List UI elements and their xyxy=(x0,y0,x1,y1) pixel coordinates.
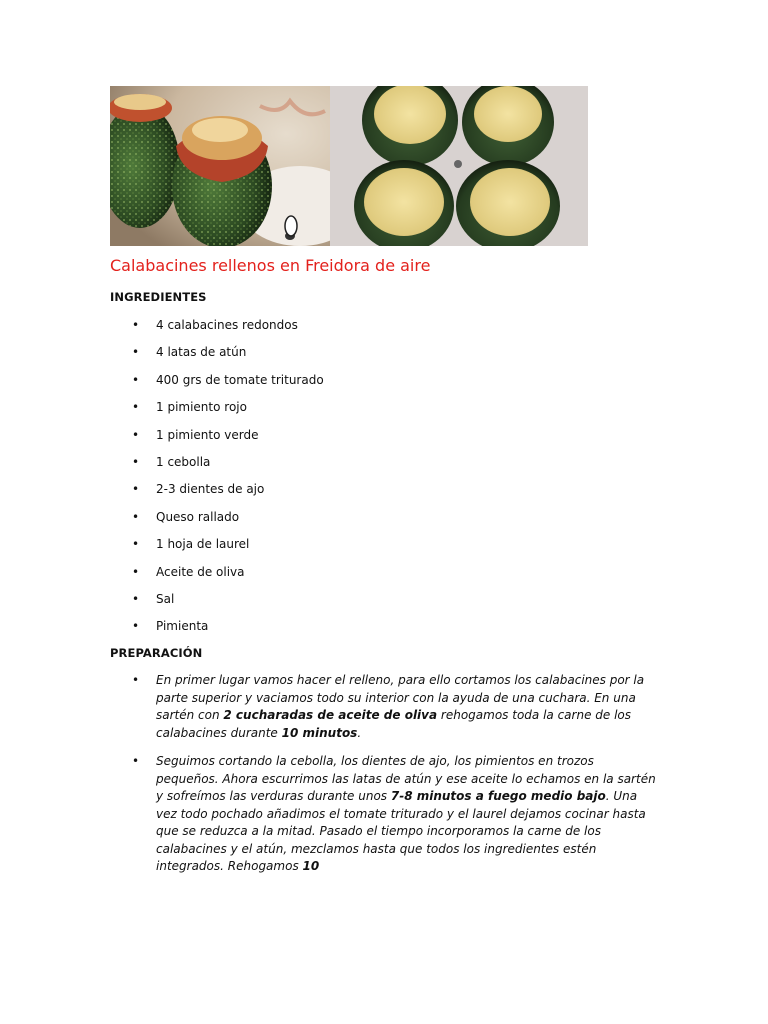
bullet-icon: • xyxy=(132,400,140,415)
bullet-icon: • xyxy=(132,454,140,469)
recipe-image xyxy=(110,86,588,246)
ingredient-text: Sal xyxy=(156,591,175,606)
bullet-icon: • xyxy=(132,591,140,606)
preparation-step xyxy=(110,753,658,876)
step-emphasis: 2 cucharadas de aceite de oliva xyxy=(223,708,438,722)
bullet-icon: • xyxy=(132,482,140,497)
bullet-icon: • xyxy=(132,564,140,579)
bullet-icon: • xyxy=(132,345,140,360)
ingredient-text: 2-3 dientes de ajo xyxy=(156,482,265,497)
ingredients-list xyxy=(110,312,650,641)
ingredient-text: 4 calabacines redondos xyxy=(156,318,298,332)
recipe-title: Calabacines rellenos en Freidora de aire xyxy=(110,256,431,275)
list-item xyxy=(110,394,650,421)
preparation-heading: PREPARACIÓN xyxy=(110,646,203,660)
ingredients-heading: INGREDIENTES xyxy=(110,290,207,304)
step-emphasis: 10 xyxy=(302,859,320,873)
step-emphasis: 10 minutos xyxy=(281,725,358,740)
bullet-icon: • xyxy=(132,537,140,552)
step-text: En primer lugar vamos hacer el relleno, para ello cortamos los calabacines por la parte superior y vaciamos todo su interior con la ayuda de una cuchara. En una sartén con xyxy=(156,673,645,722)
bullet-icon: • xyxy=(132,427,140,442)
ingredient-text: 4 latas de atún xyxy=(156,345,247,360)
bullet-icon: • xyxy=(132,509,140,524)
ingredient-text: 1 cebolla xyxy=(156,454,211,469)
list-item xyxy=(110,422,650,449)
list-item xyxy=(110,613,650,640)
step-text: . xyxy=(357,725,362,740)
preparation-list xyxy=(110,672,658,887)
step-text: . Una vez todo pochado añadimos el tomate triturado y el laurel dejamos cocinar hasta que se reduzca a la mitad. Pasado el tiempo incorporamos la carne de los calabacines y el atún, mezclamos hasta que todos los ingredientes estén integrados. Rehogamos xyxy=(156,789,646,873)
bullet-icon: • xyxy=(132,673,140,687)
step-text: Seguimos cortando la cebolla, los dientes de ajo, los pimientos en trozos pequeños. Ahora escurrimos las latas de atún y ese aceite lo echamos en la sartén y sofreímos las verduras durante unos xyxy=(156,754,656,803)
list-item xyxy=(110,476,650,503)
bullet-icon: • xyxy=(132,754,140,768)
list-item xyxy=(110,367,650,394)
list-item xyxy=(110,504,650,531)
hollowed-zucchini-photo xyxy=(330,86,588,246)
list-item xyxy=(110,339,650,366)
ingredient-text: 1 hoja de laurel xyxy=(156,537,250,552)
list-item xyxy=(110,559,650,586)
step-emphasis: 7-8 minutos a fuego medio bajo xyxy=(390,789,606,803)
bullet-icon: • xyxy=(132,619,140,634)
ingredient-text: 1 pimiento rojo xyxy=(156,400,247,415)
list-item xyxy=(110,531,650,558)
ingredient-text: Aceite de oliva xyxy=(156,564,245,579)
ingredient-text: Queso rallado xyxy=(156,509,240,524)
list-item xyxy=(110,586,650,613)
list-item xyxy=(110,449,650,476)
ingredient-text: 400 grs de tomate triturado xyxy=(156,372,324,387)
stuffed-zucchini-photo xyxy=(110,86,330,246)
preparation-step xyxy=(110,672,658,742)
ingredient-text: 1 pimiento verde xyxy=(156,427,259,442)
step-text: rehogamos toda la carne de los calabacines durante xyxy=(156,708,632,740)
list-item xyxy=(110,312,650,339)
bullet-icon: • xyxy=(132,372,140,387)
ingredient-text: Pimienta xyxy=(156,619,209,634)
bullet-icon: • xyxy=(132,318,140,332)
